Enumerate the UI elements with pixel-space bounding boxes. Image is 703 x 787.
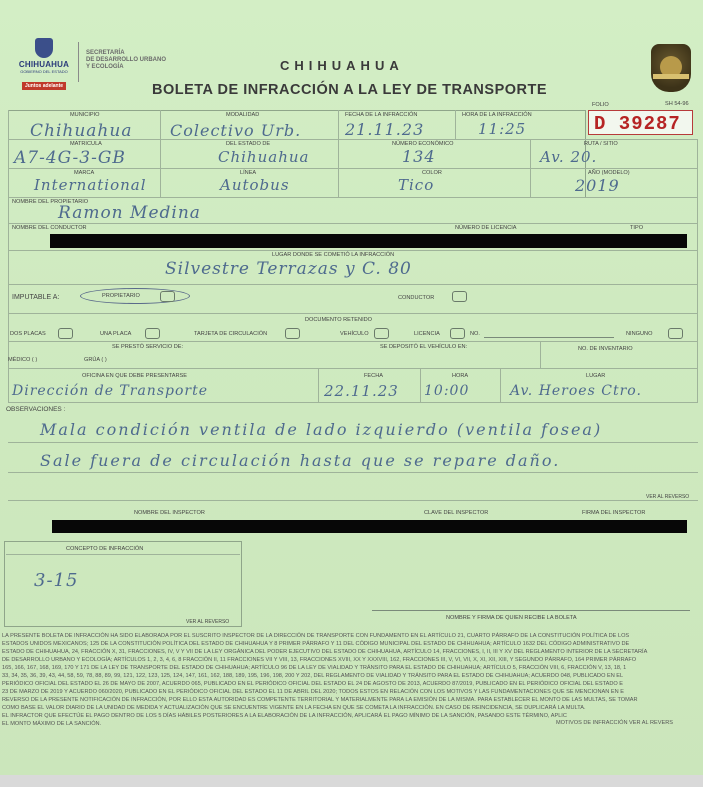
conductor-option: CONDUCTOR: [398, 295, 435, 301]
legal-footer: MOTIVOS DE INFRACCIÓN VER AL REVERS: [556, 720, 673, 726]
modalidad-value: Colectivo Urb.: [170, 121, 302, 140]
tarjeta-checkbox[interactable]: [285, 328, 300, 339]
vehiculo-label: VEHÍCULO: [340, 331, 369, 337]
hora-value: 11:25: [478, 120, 527, 138]
matricula-label: MATRICULA: [70, 141, 102, 147]
tarjeta-label: TARJETA DE CIRCULACIÓN: [194, 331, 268, 337]
transit-badge-icon: [651, 44, 691, 92]
folio-code: SH 54-96: [665, 101, 689, 107]
estado-label: DEL ESTADO DE: [226, 141, 271, 147]
anio-label: AÑO (MODELO): [588, 170, 630, 176]
lugar-presentarse-value: Av. Heroes Ctro.: [510, 383, 642, 399]
legal-text: LA PRESENTE BOLETA DE INFRACCIÓN HA SIDO ELABORADA POR EL SUSCRITO INSPECTOR DE LA DIRECCIÓN DE TRANSPORTE CON FUNDAMENTO EN EL ARTÍCULO 21, CUARTO PÁRRAFO DE LA CONSTITUCIÓN POLÍTICA DE LOS ESTADOS UNIDOS MEXICANOS; 125 DE LA CONSTITUCIÓN POLÍTICA DEL ESTADO DE CHIHUAHUA Y 8 PRIMER PÁRRAFO Y 11 DEL CÓDIGO MUNICIPAL DEL ESTADO DE CHIHUAHUA; ARTÍCULO 1632 DEL CÓDIGO ADMINISTRATIVO DE ESTADO DE CHIHUAHUA, 24, FRACCIÓN X, 31, FRACCIONES, IV, V Y VII DE LA LEY ORGÁNICA DEL PODER EJECUTIVO DEL ESTADO DE CHIHUAHUA, ARTÍCULO 14, FRACCIONES, I, II, III Y XV DEL REGLAMENTO INTERIOR DE LA SECRETARÍA DE DESARROLLO URBANO Y ECOLOGÍA; ARTÍCULOS 1, 2, 3, 4, 6, 8 FRACCIÓN II, 11 FRACCIONES VII Y VIII, 13, FRACCIONES XVIII, XX Y XXXVIII, 162, FRACCIONES III, V, VI, VII, X, XI, XII, XIII, Y SEGUNDO PÁRRAFO, 164 PRIMER PÁRRAFO 165, 166, 167, 168, 169, 170 Y 171 DE LA LEY DE TRANSPORTE DEL ESTADO DE CHIHUAHUA; ARTÍCULO 96 DE LA LEY DE VIALIDAD Y TRÁNSITO PARA EL ESTADO DE CHIHUAHUA; ARTÍCULO 5, FRACCIÓN VIII, 6, FRACCIÓN V, 13, 18, 1 33, 34, 35, 36, 39, 43, 44, 58, 59, 78, 88, 89, 99, 121, 122, 123, 125, 124, 147, 161, 162, 188, 189, 195, 196, 198, 200 Y 202, DEL REGLAMENTO DE VIALIDAD Y TRÁNSITO PARA EL ESTADO DE CHIHUAHUA; ACUERDO 048, PUBLICADO EN EL PERIÓDICO OFICIAL DEL ESTADO EL 26 DE MAYO DE 2007, ACUERDO 065, PUBLICADO EN EL PERIÓDICO OFICIAL DEL ESTADO EL 24 DE AGOSTO DE 2013, ACUERDO 87/2019, PUBLICADO EN EL PERIÓDICO OFICIAL DEL ESTADO E 23 DE MARZO DE 2019 Y ACUERDO 060/2020, PUBLICADO EN EL PERIÓDICO OFICIAL DEL ESTADO EL 11 DE ABRIL DEL 2020; TODOS ESTOS EN RELACIÓN CON LOS MOTIVOS Y LAS FUNDAMENTACIONES QUE SE MENCIONAN EN E REVERSO DE LA PRESENTE NOTIFICACIÓN DE INFRACCIÓN, POR ELLO ESTA AUTORIDAD ES COMPETENTE TERRITORIAL Y MATERIALMENTE PARA LA EMISIÓN DE LA MISMA. PARA ESTABLECER EL MONTO DE LAS MULTAS, SE TOMAR COMO BASE EL VALOR DIARIO DE LA UNIDAD DE MEDIDA Y ACTUALIZACIÓN QUE SE ENCUENTRE VIGENTE EN LA FECHA EN QUE SE COMETA LA INFRACCIÓN. EN CASO DE REINCIDENCIA, SE DUPLICARÁ LA MULTA. EL INFRACTOR QUE EFECTÚE EL PAGO DENTRO DE LOS 5 DÍAS HÁBILES POSTERIORES A LA ELABORACIÓN DE LA INFRACCIÓN, APLICARÁ EL PAGO MÍNIMO DE LA SANCIÓN, PASANDO ESTE TÉRMINO, APLIC EL MONTO MÁXIMO DE LA SANCIÓN.: [2, 633, 648, 727]
hora-label: HORA DE LA INFRACCIÓN: [462, 112, 532, 118]
secretaria-label: SECRETARÍA DE DESARROLLO URBANO Y ECOLOGÍA: [86, 50, 167, 70]
deposito-label: SE DEPOSITÓ EL VEHÍCULO EN:: [380, 344, 468, 350]
grua-label: GRÚA ( ): [84, 357, 107, 363]
linea-label: LÍNEA: [240, 170, 257, 176]
ruta-label: RUTA / SITIO: [584, 141, 618, 147]
propietario-checkbox[interactable]: [160, 291, 175, 302]
fecha-presentarse-value: 22.11.23: [324, 382, 399, 400]
hora-presentarse-value: 10:00: [424, 383, 470, 399]
medico-label: MÉDICO ( ): [8, 357, 38, 363]
lugar-presentarse-label: LUGAR: [586, 373, 606, 379]
matricula-value: A7-4G-3-GB: [14, 148, 126, 168]
color-value: Tico: [398, 176, 435, 194]
ver-reverso-bottom: VER AL REVERSO: [186, 619, 230, 625]
servicio-label: SE PRESTÓ SERVICIO DE:: [112, 344, 184, 350]
modalidad-label: MODALIDAD: [226, 112, 260, 118]
licencia-label: LICENCIA: [414, 331, 440, 337]
background-edge: [0, 775, 703, 787]
fecha-label: FECHA DE LA INFRACCIÓN: [345, 112, 418, 118]
estado-value: Chihuahua: [218, 148, 310, 166]
ticket-title: BOLETA DE INFRACCIÓN A LA LEY DE TRANSPORTE: [152, 82, 548, 98]
municipio-value: Chihuahua: [30, 121, 133, 141]
inspector-label: NOMBRE DEL INSPECTOR: [134, 510, 205, 516]
fecha-presentarse-label: FECHA: [364, 373, 383, 379]
folio-label: FOLIO: [592, 102, 609, 108]
municipio-label: MUNICIPIO: [70, 112, 100, 118]
concepto-value: 3-15: [34, 570, 79, 591]
recibe-label: NOMBRE Y FIRMA DE QUIEN RECIBE LA BOLETA: [446, 615, 577, 621]
anio-value: 2019: [575, 176, 620, 195]
observaciones-line-2: Sale fuera de circulación hasta que se repare daño.: [40, 451, 561, 470]
marca-label: MARCA: [74, 170, 95, 176]
licencia-no-label: NO.: [470, 331, 480, 337]
folio-box: [588, 110, 693, 135]
fecha-value: 21.11.23: [345, 120, 425, 139]
oficina-value: Dirección de Transporte: [12, 383, 209, 399]
clave-label: CLAVE DEL INSPECTOR: [424, 510, 489, 516]
color-label: COLOR: [422, 170, 442, 176]
observaciones-label: OBSERVACIONES :: [6, 406, 66, 413]
ver-reverso-top: VER AL REVERSO: [646, 494, 690, 500]
ninguno-checkbox[interactable]: [668, 328, 683, 339]
propietario-value: Ramon Medina: [58, 203, 201, 223]
concepto-label: CONCEPTO DE INFRACCIÓN: [66, 546, 144, 552]
dos-placas-label: DOS PLACAS: [10, 331, 46, 337]
redacted-conductor: [50, 234, 687, 248]
marca-value: International: [34, 176, 147, 194]
economico-value: 134: [402, 147, 436, 166]
redacted-inspector: [52, 520, 687, 533]
hora-presentarse-label: HORA: [452, 373, 469, 379]
lugar-value: Silvestre Terrazas y C. 80: [165, 259, 412, 279]
shield-icon: [35, 38, 53, 58]
inventario-label: NO. DE INVENTARIO: [578, 346, 633, 352]
firma-label: FIRMA DEL INSPECTOR: [582, 510, 646, 516]
vehiculo-checkbox[interactable]: [374, 328, 389, 339]
ruta-value: Av. 20.: [540, 148, 598, 166]
observaciones-line-1: Mala condición ventila de lado izquierdo (ventila fosea): [40, 420, 603, 439]
linea-value: Autobus: [220, 176, 290, 194]
imputable-label: IMPUTABLE A:: [12, 294, 60, 301]
city-title: CHIHUAHUA: [280, 58, 404, 73]
header-divider: [78, 42, 79, 82]
propietario-label: NOMBRE DEL PROPIETARIO: [12, 199, 89, 205]
una-placa-checkbox[interactable]: [145, 328, 160, 339]
oficina-label: OFICINA EN QUE DEBE PRESENTARSE: [82, 373, 187, 379]
folio-number: D 39287: [594, 113, 681, 135]
tipo-label: TIPO: [630, 225, 644, 231]
licencia-checkbox[interactable]: [450, 328, 465, 339]
economico-label: NÚMERO ECONÓMICO: [392, 141, 454, 147]
ninguno-label: NINGUNO: [626, 331, 653, 337]
chihuahua-logo: CHIHUAHUA GOBIERNO DEL ESTADO Juntos adelante: [18, 38, 70, 84]
documento-retenido-label: DOCUMENTO RETENIDO: [305, 317, 373, 323]
lugar-label: LUGAR DONDE SE COMETIÓ LA INFRACCIÓN: [272, 252, 395, 258]
conductor-checkbox[interactable]: [452, 291, 467, 302]
conductor-label: NOMBRE DEL CONDUCTOR: [12, 225, 87, 231]
licencia-num-label: NÚMERO DE LICENCIA: [455, 225, 517, 231]
propietario-option: PROPIETARIO: [102, 293, 140, 299]
dos-placas-checkbox[interactable]: [58, 328, 73, 339]
una-placa-label: UNA PLACA: [100, 331, 132, 337]
